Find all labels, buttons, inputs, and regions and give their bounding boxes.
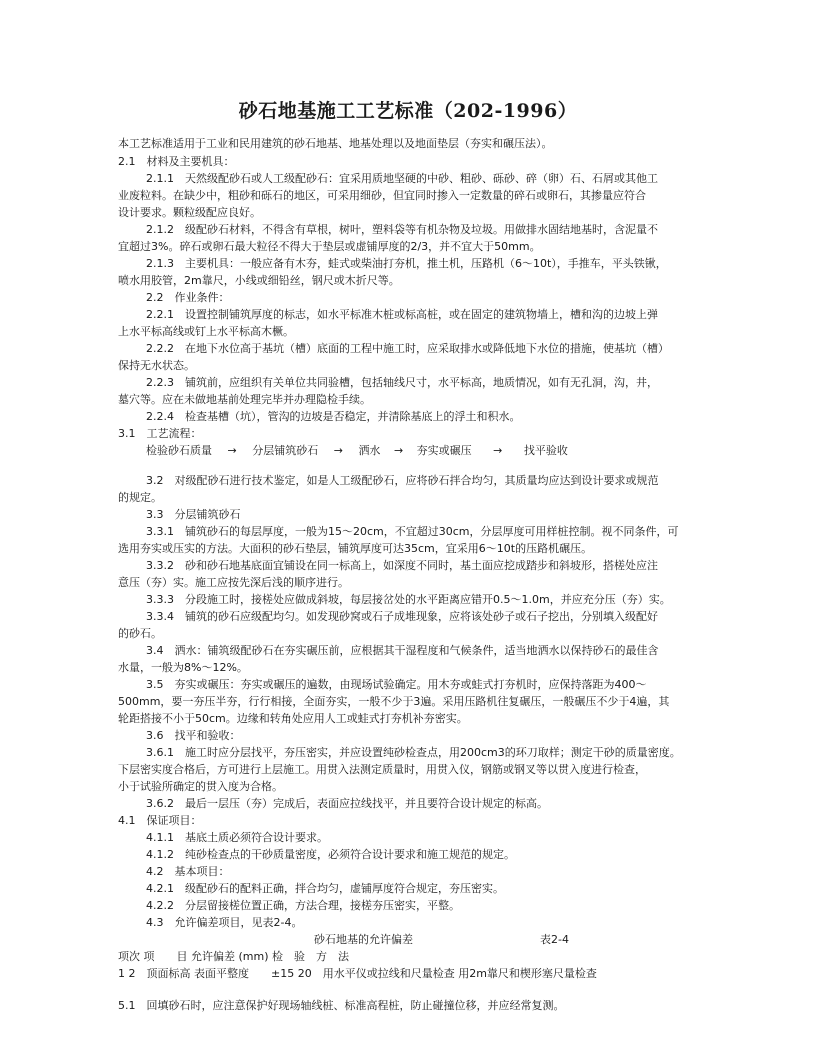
- paragraph-line: 喷水用胶管，2m靠尺，小线或细铅丝，钢尺或木折尺等。: [118, 274, 400, 287]
- paragraph-line: 3.3.1 铺筑砂石的每层厚度，一般为15～20cm，不宜超过30cm，分层厚度可用样桩控制。视不同条件，可: [146, 525, 679, 538]
- section-heading: 3.3 分层铺筑砂石: [146, 508, 241, 521]
- arrow-icon: →: [493, 444, 503, 457]
- section-heading: 3.1 工艺流程：: [118, 427, 202, 440]
- arrow-icon: →: [393, 444, 404, 457]
- paragraph-line: 4.3 允许偏差项目，见表2-4。: [146, 916, 303, 929]
- document-title: 砂石地基施工工艺标准（202-1996）: [238, 100, 578, 122]
- section-heading: 2.1 材料及主要机具：: [118, 155, 235, 168]
- paragraph-line: 2.2.4 检查基槽（坑），管沟的边坡是否稳定，并清除基底上的浮土和积水。: [146, 410, 521, 423]
- paragraph-line: 2.2.1 设置控制铺筑厚度的标志，如水平标准木桩或标高桩，或在固定的建筑物墙上，槽和沟的边坡上弹: [146, 308, 658, 321]
- table-number: 表2-4: [540, 933, 569, 946]
- paragraph-line: 业废粒料。在缺少中，粗砂和砾石的地区，可采用细砂，但宜同时掺入一定数量的碎石或卵石，其掺量应符合: [118, 189, 646, 202]
- paragraph-line: 保持无水状态。: [118, 359, 195, 372]
- arrow-icon: →: [227, 444, 237, 457]
- flow-step: 夯实或碾压: [416, 444, 472, 457]
- paragraph-line: 4.1.1 基底土质必须符合设计要求。: [146, 831, 328, 844]
- paragraph-line: 3.6.2 最后一层压（夯）完成后，表面应拉线找平，并且要符合设计规定的标高。: [146, 797, 548, 810]
- paragraph-line: 墓穴等。应在未做地基前处理完毕并办理隐检手续。: [118, 393, 371, 406]
- paragraph-line: 3.3.3 分段施工时，接槎处应做成斜坡，每层接岔处的水平距离应错开0.5～1.0m，并应充分压（夯）实。: [146, 593, 671, 606]
- paragraph-line: 2.1.2 级配砂石材料，不得含有草根，树叶，塑料袋等有机杂物及垃圾。用做排水固结地基时，含泥量不: [146, 223, 658, 236]
- flow-step: 分层铺筑砂石: [252, 444, 319, 457]
- paragraph-line: 2.2.3 铺筑前，应组织有关单位共同验槽，包括轴线尺寸，水平标高，地质情况，如有无孔洞，沟，井，: [146, 376, 658, 389]
- table-caption: 砂石地基的允许偏差: [314, 933, 413, 946]
- intro-paragraph: 本工艺标准适用于工业和民用建筑的砂石地基、地基处理以及地面垫层（夯实和碾压法）。: [118, 137, 553, 150]
- paragraph-line: 2.1.1 天然级配砂石或人工级配砂石：宜采用质地坚硬的中砂、粗砂、砾砂、碎（卵）石、石屑或其他工: [146, 172, 658, 185]
- paragraph-line: 3.3.2 砂和砂石地基底面宜铺设在同一标高上，如深度不同时，基土面应挖成踏步和斜坡形，搭槎处应注: [146, 559, 658, 572]
- paragraph-line: 的规定。: [118, 491, 162, 504]
- paragraph-line: 的砂石。: [118, 627, 162, 640]
- paragraph-line: 下层密实度合格后，方可进行上层施工。用贯入法测定质量时，用贯入仪，钢筋或钢叉等以贯入度进行检查，: [118, 763, 646, 776]
- paragraph-line: 3.4 洒水：铺筑级配砂石在夯实碾压前，应根据其干湿程度和气候条件，适当地洒水以保持砂石的最佳含: [146, 644, 659, 657]
- paragraph-line: 3.6.1 施工时应分层找平，夯压密实，并应设置纯砂检查点，用200cm3的环刀取样；测定干砂的质量密度。: [146, 746, 681, 759]
- paragraph-line: 500mm，要一夯压半夯，行行相接，全面夯实，一般不少于3遍。采用压路机往复碾压，一般碾压不少于4遍，其: [118, 695, 670, 708]
- paragraph-line: 水量，一般为8%～12%。: [118, 661, 248, 674]
- paragraph-line: 4.2.1 级配砂石的配料正确，拌合均匀，虚铺厚度符合规定，夯压密实。: [146, 882, 504, 895]
- paragraph-line: 3.3.4 铺筑的砂石应级配均匀。如发现砂窝或石子成堆现象，应将该处砂子或石子挖出，分别填入级配好: [146, 610, 658, 623]
- paragraph-line: 选用夯实或压实的方法。大面积的砂石垫层，铺筑厚度可达35cm，宜采用6～10t的压路机碾压。: [118, 542, 593, 555]
- paragraph-line: 2.2.2 在地下水位高于基坑（槽）底面的工程中施工时，应采取排水或降低地下水位的措施，使基坑（槽）: [146, 342, 669, 355]
- paragraph-line: 3.2 对级配砂石进行技术鉴定，如是人工级配砂石，应将砂石拌合均匀，其质量均应达到设计要求或规范: [146, 474, 659, 487]
- paragraph-line: 小于试验所确定的贯入度为合格。: [118, 780, 283, 793]
- table-header-row: 项次 项 目 允许偏差 (mm) 检 验 方 法: [118, 950, 349, 963]
- section-heading: 4.2 基本项目：: [146, 865, 230, 878]
- process-flow: [146, 444, 568, 458]
- paragraph-line: 轮距搭接不小于50cm。边缘和转角处应用人工或蛙式打夯机补夯密实。: [118, 712, 468, 725]
- table-row: 1 2 顶面标高 表面平整度 ±15 20 用水平仪或拉线和尺量检查 用2m靠尺和楔形塞尺量检查: [118, 967, 597, 980]
- paragraph-line: 设计要求。颗粒级配应良好。: [118, 206, 261, 219]
- paragraph-line: 宜超过3%。碎石或卵石最大粒径不得大于垫层或虚铺厚度的2/3，并不宜大于50mm。: [118, 240, 541, 253]
- section-heading: 2.2 作业条件：: [146, 291, 230, 304]
- paragraph-line: 4.1.2 纯砂检查点的干砂质量密度，必须符合设计要求和施工规范的规定。: [146, 848, 515, 861]
- paragraph-line: 2.1.3 主要机具：一般应备有木夯，蛙式或柴油打夯机，推土机，压路机（6～10t），手推车，平头铁锹，: [146, 257, 667, 270]
- paragraph-line: 上水平标高线或钉上水平标高木橛。: [118, 325, 294, 338]
- flow-step: 检验砂石质量: [146, 444, 212, 457]
- paragraph-line: 5.1 回填砂石时，应注意保护好现场轴线桩、标准高程桩，防止碰撞位移，并应经常复测。: [118, 999, 565, 1012]
- arrow-icon: →: [333, 444, 343, 457]
- paragraph-line: 意压（夯）实。施工应按先深后浅的顺序进行。: [118, 576, 349, 589]
- section-heading: 3.6 找平和验收：: [146, 729, 241, 742]
- flow-step: 找平验收: [523, 444, 568, 457]
- paragraph-line: 4.2.2 分层留接槎位置正确，方法合理，接槎夯压密实，平整。: [146, 899, 460, 912]
- flow-step: 洒水: [358, 444, 381, 457]
- paragraph-line: 3.5 夯实或碾压：夯实或碾压的遍数，由现场试验确定。用木夯或蛙式打夯机时，应保持落距为400～: [146, 678, 647, 691]
- section-heading: 4.1 保证项目：: [118, 814, 202, 827]
